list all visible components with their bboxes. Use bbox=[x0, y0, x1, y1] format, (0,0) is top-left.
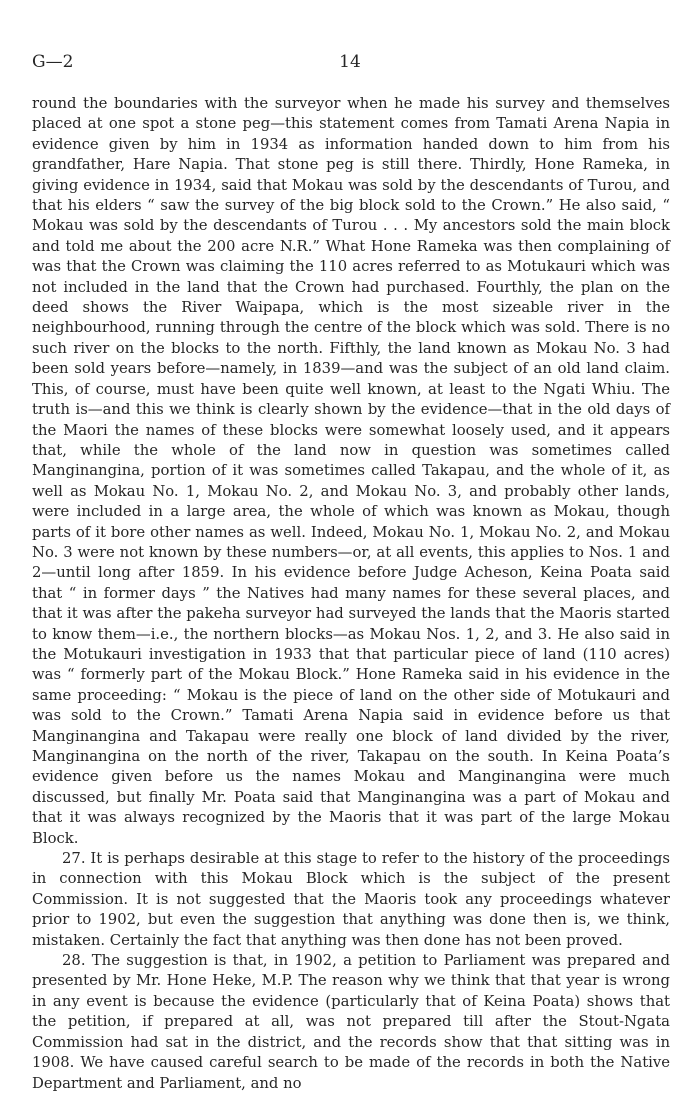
document-reference: G—2 bbox=[32, 52, 74, 72]
body-text bbox=[32, 94, 670, 1094]
paragraph-28: 28. The suggestion is that, in 1902, a petition to Parliament was prepared and presented by Mr. Hone Heke, M.P. The reason why we think that that year is wrong in any event is because the evidence (particularly that of Keina Poata) shows that the petition, if prepared at all, was not prepared till after the Stout-Ngata Commission had sat in the district, and the records show that that sitting was in 1908. We have caused careful search to be made of the records in both the Native Department and Parliament, and no bbox=[32, 952, 670, 1092]
paragraph-27: 27. It is perhaps desirable at this stage to refer to the history of the proceedings in connection with this Mokau Block which is the subject of the present Commission. It is not suggested that the Maoris took any proceedings whatever prior to 1902, but even the suggestion that anything was done then is, we think, mistaken. Certainly the fact that anything was then done has not been proved. bbox=[32, 850, 670, 949]
page-header bbox=[32, 52, 668, 76]
paragraph-continued: round the boundaries with the surveyor when he made his survey and themselves placed at one spot a stone peg—this statement comes from Tamati Arena Napia in evidence given by him in 1934 as information handed down to him from his grandfather, Hare Napia. That stone peg is still there. Thirdly, Hone Rameka, in giving evidence in 1934, said that Mokau was sold by the descendants of Turou, and that his elders “ saw the survey of the big block sold to the Crown.” He also said, “ Mokau was sold by the descendants of Turou . . . My ancestors sold the main block and told me about the 200 acre N.R.” What Hone Rameka was then complaining of was that the Crown was claiming the 110 acres referred to as Motukauri which was not included in the land that the Crown had purchased. Fourthly, the plan on the deed shows the River Waipapa, which is the most sizeable river in the neighbourhood, running through the centre of the block which was sold. There is no such river on the blocks to the north. Fifthly, the land known as Mokau No. 3 had been sold years before—namely, in 1839—and was the subject of an old land claim. This, of course, must have been quite well known, at least to the Ngati Whiu. The truth is—and this we think is clearly shown by the evidence—that in the old days of the Maori the names of these blocks were somewhat loosely used, and it appears that, while the whole of the land now in question was sometimes called Manginangina, portion of it was sometimes called Takapau, and the whole of it, as well as Mokau No. 1, Mokau No. 2, and Mokau No. 3, and probably other lands, were included in a large area, the whole of which was known as Mokau, though parts of it bore other names as well. Indeed, Mokau No. 1, Mokau No. 2, and Mokau No. 3 were not known by these numbers—or, at all events, this applies to Nos. 1 and 2—until long after 1859. In his evidence before Judge Acheson, Keina Poata said that “ in former days ” the Natives had many names for these several places, and that it was after the pakeha surveyor had surveyed the lands that the Maoris started to know them—i.e., the northern blocks—as Mokau Nos. 1, 2, and 3. He also said in the Motukauri investigation in 1933 that that particular piece of land (110 acres) was “ formerly part of the Mokau Block.” Hone Rameka said in his evidence in the same proceeding: “ Mokau is the piece of land on the other side of Motukauri and was sold to the Crown.” Tamati Arena Napia said in evidence before us that Manginangina and Takapau were really one block of land divided by the river, Manginangina on the north of the river, Takapau on the south. In Keina Poata’s evidence given before us the names Mokau and Manginangina were much discussed, but finally Mr. Poata said that Manginangina was a part of Mokau and that it was always recognized by the Maoris that it was part of the large Mokau Block. bbox=[32, 95, 670, 847]
page-number: 14 bbox=[339, 52, 361, 72]
